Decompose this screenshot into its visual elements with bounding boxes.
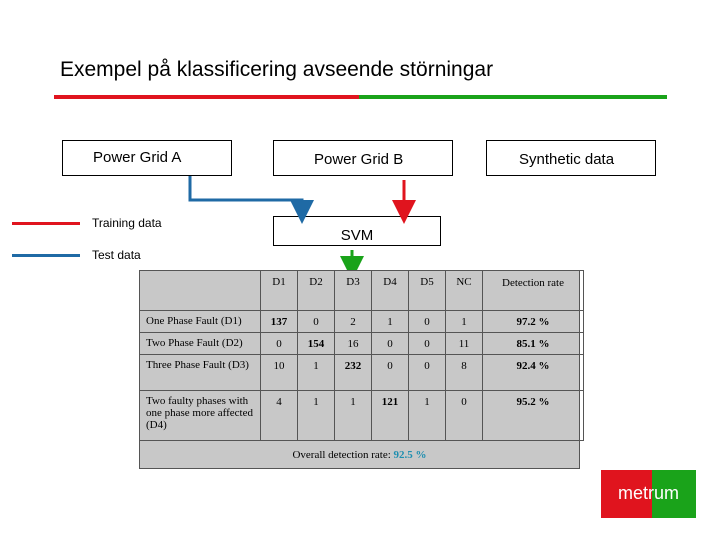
cell-value: 0 xyxy=(409,311,446,333)
table-row xyxy=(140,391,584,441)
synthetic-data-box: Synthetic data xyxy=(486,140,656,176)
cell-value: 232 xyxy=(335,355,372,391)
row-label: Two faulty phases with one phase more affected (D4) xyxy=(140,391,261,441)
row-label: One Phase Fault (D1) xyxy=(140,311,261,333)
detection-rate: 95.2 % xyxy=(483,391,584,441)
table-row xyxy=(140,333,584,355)
cell-value: 10 xyxy=(261,355,298,391)
test-legend-line xyxy=(12,254,80,257)
table-row xyxy=(140,355,584,391)
detection-rate: 85.1 % xyxy=(483,333,584,355)
cell-value: 1 xyxy=(298,391,335,441)
cell-value: 1 xyxy=(409,391,446,441)
training-legend-label: Training data xyxy=(92,216,162,230)
cell-value: 1 xyxy=(372,311,409,333)
col-header: D5 xyxy=(409,271,446,311)
cell-value: 0 xyxy=(261,333,298,355)
power-grid-b-box: Power Grid B xyxy=(273,140,453,176)
col-header: D3 xyxy=(335,271,372,311)
col-header: D4 xyxy=(372,271,409,311)
test-data-arrow xyxy=(190,176,302,212)
cell-value: 121 xyxy=(372,391,409,441)
cell-value: 1 xyxy=(335,391,372,441)
row-label: Three Phase Fault (D3) xyxy=(140,355,261,391)
test-legend-label: Test data xyxy=(92,248,141,262)
cell-value: 1 xyxy=(298,355,335,391)
cell-value: 137 xyxy=(261,311,298,333)
table-header-row xyxy=(140,271,584,311)
detection-rate: 97.2 % xyxy=(483,311,584,333)
cell-value: 16 xyxy=(335,333,372,355)
col-header: D2 xyxy=(298,271,335,311)
cell-value: 4 xyxy=(261,391,298,441)
detection-rate: 92.4 % xyxy=(483,355,584,391)
cell-value: 0 xyxy=(372,355,409,391)
col-header: D1 xyxy=(261,271,298,311)
training-legend-line xyxy=(12,222,80,225)
confusion-table xyxy=(139,270,584,441)
cell-value: 0 xyxy=(409,333,446,355)
cell-value: 0 xyxy=(409,355,446,391)
overall-label: Overall detection rate: xyxy=(292,449,391,461)
row-label: Two Phase Fault (D2) xyxy=(140,333,261,355)
cell-value: 11 xyxy=(446,333,483,355)
power-grid-a-box: Power Grid A xyxy=(62,140,232,176)
slide-title: Exempel på klassificering avseende störningar xyxy=(60,58,494,81)
cell-value: 154 xyxy=(298,333,335,355)
metrum-logo: metrum xyxy=(617,483,679,503)
svm-box: SVM xyxy=(273,216,441,246)
cell-value: 0 xyxy=(446,391,483,441)
overall-value: 92.5 % xyxy=(393,449,427,461)
corner-cell xyxy=(140,271,261,311)
cell-value: 2 xyxy=(335,311,372,333)
cell-value: 1 xyxy=(446,311,483,333)
overall-detection xyxy=(139,449,580,461)
col-header: Detection rate xyxy=(483,271,584,311)
col-header: NC xyxy=(446,271,483,311)
table-row xyxy=(140,311,584,333)
cell-value: 8 xyxy=(446,355,483,391)
cell-value: 0 xyxy=(372,333,409,355)
cell-value: 0 xyxy=(298,311,335,333)
